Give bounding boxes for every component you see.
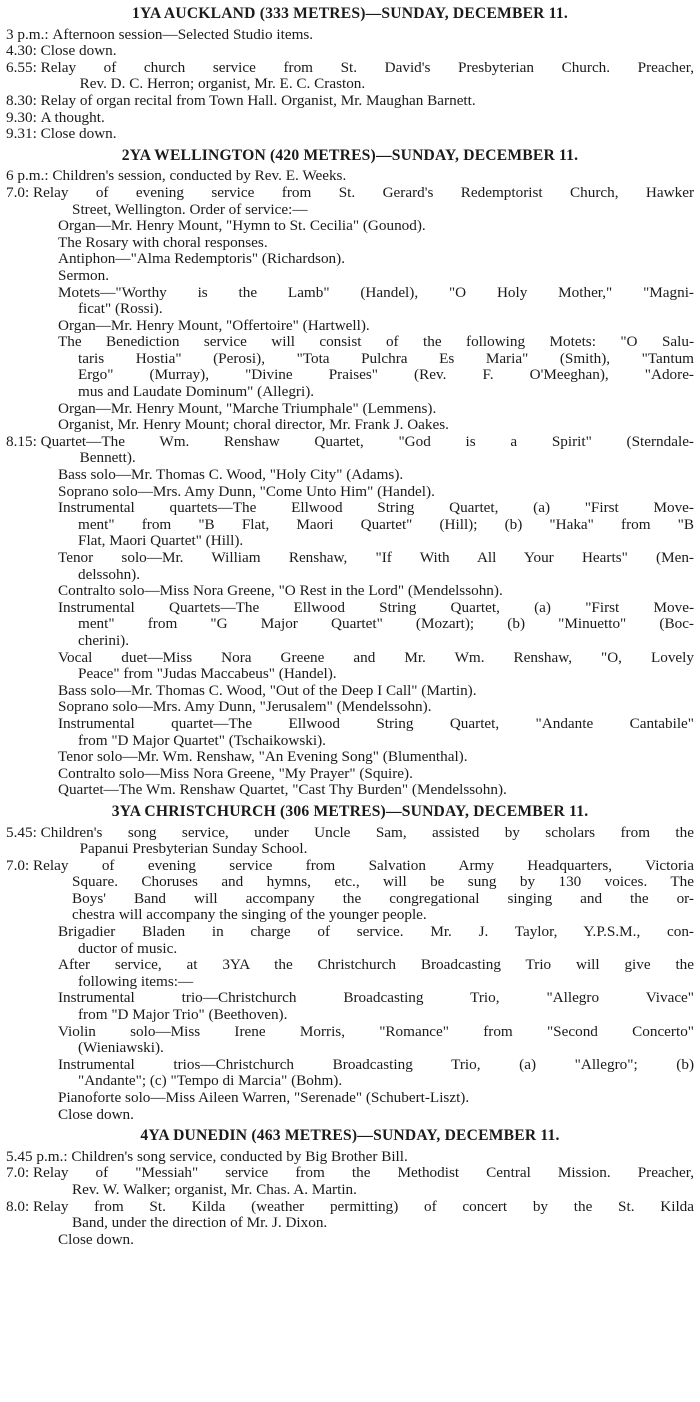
item-line: from "D Major Trio" (Beethoven). <box>78 1007 288 1024</box>
programme-item <box>6 699 694 716</box>
item-line: ment" from "B Flat, Maori Quartet" (Hill); (b) "Haka" from "B <box>78 516 694 533</box>
programme-item <box>6 484 694 501</box>
item-line: Quartet—The Wm. Renshaw Quartet, "Cast Thy Burden" (Mendelssohn). <box>58 782 507 799</box>
item-line: Organ—Mr. Henry Mount, "Marche Triumphale" (Lemmens). <box>58 400 437 417</box>
programme-item <box>6 683 694 700</box>
programme-item <box>6 318 694 335</box>
entry-body <box>71 1149 694 1166</box>
entry-line: Street, Wellington. Order of service:— <box>72 201 308 218</box>
programme-item <box>6 1090 694 1107</box>
item-line: Bass solo—Mr. Thomas C. Wood, "Out of the Deep I Call" (Martin). <box>58 682 477 699</box>
entry-time: 9.31: <box>6 125 41 143</box>
item-line: Tenor solo—Mr. William Renshaw, "If With All Your Hearts" (Men- <box>58 550 694 566</box>
item-line: Instrumental quartets—The Ellwood String Quartet, (a) "First Move- <box>58 500 694 517</box>
item-line: Contralto solo—Miss Nora Greene, "My Prayer" (Squire). <box>58 765 413 782</box>
item-line: Organ—Mr. Henry Mount, "Hymn to St. Cecilia" (Gounod). <box>58 218 426 235</box>
entry-line: chestra will accompany the singing of the younger people. <box>72 907 427 924</box>
item-line: ductor of music. <box>78 940 178 957</box>
programme-item <box>6 417 694 434</box>
programme-item <box>6 251 694 268</box>
entry-line: Relay of "Messiah" service from the Methodist Central Mission. Preacher, <box>33 1165 694 1182</box>
programme-item <box>6 467 694 484</box>
entry-line: Band, under the direction of Mr. J. Dixon. <box>72 1215 328 1232</box>
entry-body <box>41 60 694 93</box>
station-heading: 1YA AUCKLAND (333 METRES)—SUNDAY, DECEMBER 11. <box>132 5 568 22</box>
programme-item <box>6 957 694 990</box>
entry-time: 5.45 p.m.: <box>6 1147 72 1165</box>
entry-body <box>52 168 694 185</box>
item-line: from "D Major Quartet" (Tschaikowski). <box>78 732 326 749</box>
item-line: following items:— <box>78 973 194 990</box>
item-line: ficat" (Rossi). <box>78 301 163 318</box>
station-heading: 3YA CHRISTCHURCH (306 METRES)—SUNDAY, DECEMBER 11. <box>111 802 589 820</box>
item-line: Soprano solo—Mrs. Amy Dunn, "Come Unto Him" (Handel). <box>58 483 435 500</box>
schedule-entry <box>6 93 694 110</box>
item-line: Motets—"Worthy is the Lamb" (Handel), "O Holy Mother," "Magni- <box>58 284 694 301</box>
item-line: The Benediction service will consist of the following Motets: "O Salu- <box>58 334 694 351</box>
entry-line: Boys' Band will accompany the congregational singing and the or- <box>72 890 694 907</box>
entry-line: Rev. W. Walker; organist, Mr. Chas. A. Martin. <box>72 1181 357 1198</box>
programme-item <box>6 766 694 783</box>
station-heading: 2YA WELLINGTON (420 METRES)—SUNDAY, DECEMBER 11. <box>121 146 579 164</box>
station-section <box>6 1128 694 1248</box>
programme-item <box>6 600 694 650</box>
schedule-entry <box>6 126 694 143</box>
item-line: (Wieniawski). <box>78 1040 164 1057</box>
programme-item <box>6 285 694 318</box>
entry-time: 8.0: <box>6 1197 34 1215</box>
entry-time: 5.45: <box>6 823 41 841</box>
item-line: Soprano solo—Mrs. Amy Dunn, "Jerusalem" (Mendelssohn). <box>58 699 432 716</box>
item-line: The Rosary with choral responses. <box>58 234 268 251</box>
schedule-entry <box>6 27 694 44</box>
schedule-entry <box>6 110 694 127</box>
item-line: "Andante"; (c) "Tempo di Marcia" (Bohm). <box>78 1073 343 1090</box>
item-line: Instrumental trios—Christchurch Broadcasting Trio, (a) "Allegro"; (b) <box>58 1056 694 1073</box>
programme-item <box>6 1232 694 1249</box>
entry-body <box>41 825 694 858</box>
programme-item <box>6 1107 694 1124</box>
programme-item <box>6 716 694 749</box>
entry-body <box>41 126 694 143</box>
programme-item <box>6 401 694 418</box>
item-line: Close down. <box>58 1231 134 1248</box>
item-line: Pianoforte solo—Miss Aileen Warren, "Serenade" (Schubert-Liszt). <box>58 1090 470 1106</box>
entry-line: Children's song service, under Uncle Sam, assisted by scholars from the <box>40 824 694 841</box>
entry-line: Square. Choruses and hymns, etc., will be sung by 130 voices. The <box>72 874 694 891</box>
entry-line: Relay of church service from St. David's Presbyterian Church. Preacher, <box>40 59 694 76</box>
schedule-entry <box>6 185 694 218</box>
entry-time: 9.30: <box>6 108 41 126</box>
entry-time: 6.55: <box>6 58 41 76</box>
entry-body <box>41 110 694 127</box>
item-line: Antiphon—"Alma Redemptoris" (Richardson). <box>58 251 345 268</box>
station-heading: 4YA DUNEDIN (463 METRES)—SUNDAY, DECEMBER 11. <box>140 1127 560 1145</box>
schedule-entry <box>6 1165 694 1198</box>
entry-line: Close down. <box>40 126 117 143</box>
entry-time: 4.30: <box>6 42 41 60</box>
entry-line: Close down. <box>40 43 117 60</box>
entry-line: Relay of evening service from St. Gerard's Redemptorist Church, Hawker <box>33 184 694 201</box>
item-line: Organist, Mr. Henry Mount; choral director, Mr. Frank J. Oakes. <box>58 417 449 434</box>
item-line: Tenor solo—Mr. Wm. Renshaw, "An Evening Song" (Blumenthal). <box>58 749 468 766</box>
item-line: taris Hostia" (Perosi), "Tota Pulchra Es Maria" (Smith), "Tantum <box>78 350 694 367</box>
entry-time: 8.15: <box>6 432 41 450</box>
programme-item <box>6 749 694 766</box>
station-section <box>6 148 694 799</box>
programme-item <box>6 990 694 1023</box>
programme-item <box>6 650 694 683</box>
item-line: Ergo" (Murray), "Divine Praises" (Rev. F. O'Meeghan), "Adore- <box>78 367 694 384</box>
item-line: Instrumental trio—Christchurch Broadcasting Trio, "Allegro Vivace" <box>58 990 694 1007</box>
programme-item <box>6 924 694 957</box>
entry-body <box>41 43 694 60</box>
item-line: Instrumental Quartets—The Ellwood String Quartet, (a) "First Move- <box>58 599 694 616</box>
entry-body <box>33 185 694 218</box>
item-line: delssohn). <box>78 566 141 583</box>
item-line: mus and Laudate Dominum" (Allegri). <box>78 384 315 401</box>
entry-body <box>33 858 694 924</box>
programme-item <box>6 782 694 799</box>
programme-item <box>6 500 694 550</box>
entry-line: A thought. <box>40 109 105 126</box>
schedule-entry <box>6 825 694 858</box>
entry-body <box>41 434 694 467</box>
entry-line: Relay of evening service from Salvation Army Headquarters, Victoria <box>33 857 694 874</box>
entry-line: Relay of organ recital from Town Hall. Organist, Mr. Maughan Barnett. <box>40 92 476 109</box>
programme-item <box>6 583 694 600</box>
item-line: Organ—Mr. Henry Mount, "Offertoire" (Hartwell). <box>58 317 370 334</box>
programme-item <box>6 550 694 583</box>
entry-line: Bennett). <box>79 450 136 467</box>
entry-line: Children's song service, conducted by Big Brother Bill. <box>71 1148 408 1165</box>
programme-item <box>6 235 694 252</box>
schedule-entry <box>6 168 694 185</box>
entry-line: Rev. D. C. Herron; organist, Mr. E. C. Craston. <box>79 76 366 93</box>
schedule-entry <box>6 434 694 467</box>
entry-time: 7.0: <box>6 856 34 874</box>
programme-item <box>6 334 694 400</box>
item-line: Instrumental quartet—The Ellwood String Quartet, "Andante Cantabile" <box>58 715 694 732</box>
item-line: Peace" from "Judas Maccabeus" (Handel). <box>78 666 337 683</box>
item-line: Contralto solo—Miss Nora Greene, "O Rest in the Lord" (Mendelssohn). <box>58 583 503 600</box>
entry-time: 7.0: <box>6 183 34 201</box>
programme-item <box>6 1057 694 1090</box>
entry-body <box>33 1199 694 1232</box>
item-line: Brigadier Bladen in charge of service. Mr. J. Taylor, Y.P.S.M., con- <box>58 924 694 941</box>
entry-time: 8.30: <box>6 91 41 109</box>
entry-time: 7.0: <box>6 1164 34 1182</box>
schedule-entry <box>6 1199 694 1232</box>
entry-line: Relay from St. Kilda (weather permitting) of concert by the St. Kilda <box>33 1198 694 1215</box>
item-line: Vocal duet—Miss Nora Greene and Mr. Wm. Renshaw, "O, Lovely <box>58 649 694 666</box>
item-line: Flat, Maori Quartet" (Hill). <box>78 533 244 550</box>
station-section <box>6 6 694 143</box>
entry-time: 3 p.m.: <box>6 25 53 43</box>
item-line: Violin solo—Miss Irene Morris, "Romance" from "Second Concerto" <box>58 1023 694 1040</box>
item-line: ment" from "G Major Quartet" (Mozart); (b) "Minuetto" (Boc- <box>78 616 694 633</box>
entry-time: 6 p.m.: <box>6 167 53 185</box>
item-line: cherini). <box>78 632 130 649</box>
schedule-entry <box>6 43 694 60</box>
entry-line: Afternoon session—Selected Studio items. <box>52 26 314 43</box>
item-line: Close down. <box>58 1106 134 1123</box>
programme-item <box>6 218 694 235</box>
schedule-entry <box>6 60 694 93</box>
entry-line: Children's session, conducted by Rev. E. Weeks. <box>52 168 347 185</box>
programme-item <box>6 1024 694 1057</box>
schedule-entry <box>6 1149 694 1166</box>
entry-body <box>33 1165 694 1198</box>
item-line: Sermon. <box>58 267 110 284</box>
entry-body <box>41 93 694 110</box>
station-section <box>6 804 694 1123</box>
entry-line: Quartet—The Wm. Renshaw Quartet, "God is a Spirit" (Sterndale- <box>40 433 694 450</box>
item-line: Bass solo—Mr. Thomas C. Wood, "Holy City" (Adams). <box>58 467 404 484</box>
entry-body <box>52 27 694 44</box>
item-line: After service, at 3YA the Christchurch Broadcasting Trio will give the <box>58 957 694 974</box>
schedule-entry <box>6 858 694 924</box>
programme-item <box>6 268 694 285</box>
entry-line: Papanui Presbyterian Sunday School. <box>79 841 308 858</box>
